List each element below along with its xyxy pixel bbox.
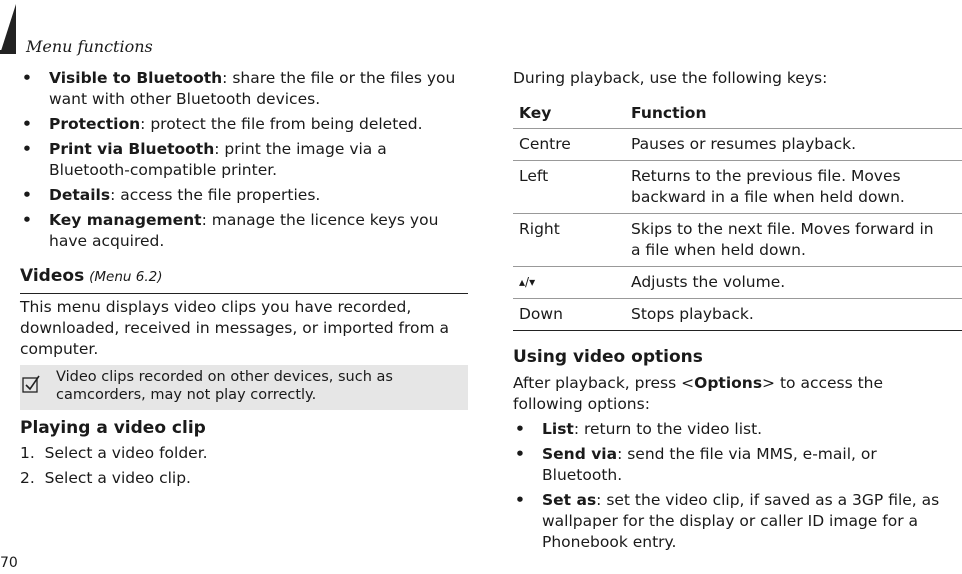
table-row <box>513 299 962 331</box>
section-divider <box>20 293 468 294</box>
list-item: 2. Select a video clip. <box>20 469 191 487</box>
playback-intro: During playback, use the following keys: <box>513 69 828 87</box>
list-item: 1. Select a video folder. <box>20 444 208 462</box>
table-row <box>513 214 962 267</box>
list-item: • Set as: set the video clip, if saved as a 3GP file, as wallpaper for the display or caller ID image for a Phonebook entry. <box>513 490 959 553</box>
function-cell: Skips to the next file. Moves forward in a file when held down. <box>625 214 962 267</box>
key-cell: Right <box>513 214 625 267</box>
header-accent-base <box>0 50 16 54</box>
key-cell: Left <box>513 161 625 214</box>
function-cell: Stops playback. <box>625 299 962 331</box>
menu-reference: (Menu 6.2) <box>89 269 163 285</box>
file-options-list <box>20 68 468 256</box>
function-cell: Adjusts the volume. <box>625 267 962 299</box>
function-cell: Pauses or resumes playback. <box>625 129 962 161</box>
list-item: • Protection: protect the file from being deleted. <box>20 114 468 135</box>
key-cell: ▴/▾ <box>513 267 625 299</box>
column-header: Key <box>513 99 625 129</box>
page-number: 70 <box>0 555 18 571</box>
after-playback-text: After playback, press <Options> to access the following options: <box>513 374 884 413</box>
list-item: • Details: access the file properties. <box>20 185 468 206</box>
list-item: • List: return to the video list. <box>513 419 959 440</box>
options-key-label: Options <box>694 374 763 392</box>
checkbox-note-icon <box>22 375 40 399</box>
video-options-list <box>513 419 959 557</box>
list-item: • Key management: manage the licence keys you have acquired. <box>20 210 468 252</box>
column-header: Function <box>625 99 962 129</box>
using-options-title: Using video options <box>513 347 703 367</box>
playing-title: Playing a video clip <box>20 418 206 438</box>
table-row <box>513 161 962 214</box>
videos-intro: This menu displays video clips you have recorded, downloaded, received in messages, or imported from a computer. <box>20 298 449 358</box>
list-item: • Visible to Bluetooth: share the file or the files you want with other Bluetooth devices. <box>20 68 468 110</box>
list-item: • Send via: send the file via MMS, e-mail, or Bluetooth. <box>513 444 959 486</box>
note-text: Video clips recorded on other devices, such as camcorders, may not play correctly. <box>56 369 393 403</box>
videos-heading: Videos (Menu 6.2) <box>20 266 163 286</box>
key-cell: Down <box>513 299 625 331</box>
running-header: Menu functions <box>26 37 153 56</box>
table-header-row <box>513 99 962 129</box>
table-row <box>513 129 962 161</box>
header-accent-bar <box>0 4 16 54</box>
table-row <box>513 267 962 299</box>
list-item: • Print via Bluetooth: print the image via a Bluetooth-compatible printer. <box>20 139 468 181</box>
key-cell: Centre <box>513 129 625 161</box>
note-box <box>20 365 468 410</box>
playback-keys-table <box>513 99 962 331</box>
function-cell: Returns to the previous file. Moves backward in a file when held down. <box>625 161 962 214</box>
